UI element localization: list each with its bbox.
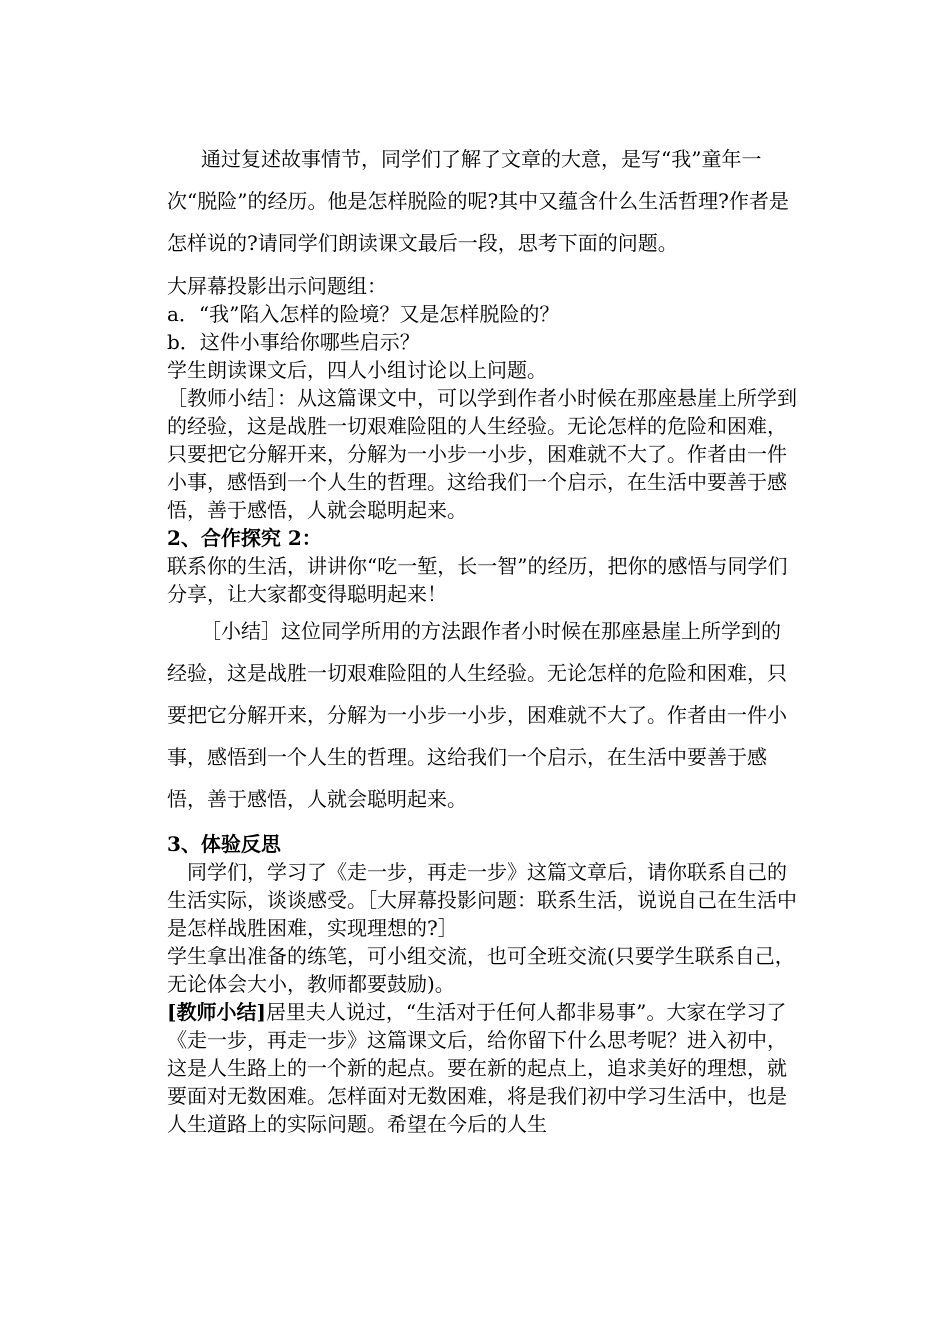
inquiry-2-text: 联系你的生活，讲讲你“吃一堑，长一智”的经历，把你的感悟与同学们分享，让大家都变得聪明起来！: [167, 554, 788, 606]
teacher-summary-2-label: [教师小结]: [167, 1000, 266, 1024]
section-heading-2: 2、合作探究 2：: [167, 526, 322, 550]
section-heading-3: 3、体验反思: [167, 832, 281, 856]
question-b: b．这件小事给你哪些启示？: [167, 330, 420, 354]
teacher-summary-2: [167, 998, 797, 1138]
practice-text: 学生拿出准备的练笔，可小组交流，也可全班交流(只要学生联系自己，无论体会大小，教师都要鼓励)。: [167, 944, 795, 996]
teacher-summary-1: ［教师小结］：从这篇课文中，可以学到作者小时候在那座悬崖上所学到的经验，这是战胜一切艰难险阻的人生经验。无论怎样的危险和困难，只要把它分解开来，分解为一小步一小步，困难就不大了。作者由一件小事，感悟到一个人生的哲理。这给我们一个启示，在生活中要善于感悟，善于感悟，人就会聪明起来。: [167, 386, 797, 522]
summary-2: ［小结］这位同学所用的方法跟作者小时候在那座悬崖上所学到的经验，这是战胜一切艰难险阻的人生经验。无论怎样的危险和困难，只要把它分解开来，分解为一小步一小步，困难就不大了。作者由一件小事，感悟到一个人生的哲理。这给我们一个启示，在生活中要善于感悟，善于感悟，人就会聪明起来。: [167, 619, 787, 811]
intro-paragraph: 通过复述故事情节，同学们了解了文章的大意，是写“我”童年一次“脱险”的经历。他是怎样脱险的呢?其中又蕴含什么生活哲理?作者是怎样说的?请同学们朗读课文最后一段，思考下面的问题。: [167, 147, 789, 255]
question-a: a．“我”陷入怎样的险境？又是怎样脱险的？: [167, 302, 560, 326]
document-page: [167, 138, 797, 1138]
group-discussion: 学生朗读课文后，四人小组讨论以上问题。: [167, 358, 547, 382]
teacher-summary-2-text: 居里夫人说过，“生活对于任何人都非易事”。大家在学习了《走一步，再走一步》这篇课文后，给你留下什么思考呢？进入初中，这是人生路上的一个新的起点。要在新的起点上，追求美好的理想，就要面对无数困难。怎样面对无数困难，将是我们初中学习生活中，也是人生道路上的实际问题。希望在今后的人生: [167, 1000, 787, 1136]
reflection-text: 同学们，学习了《走一步，再走一步》这篇文章后，请你联系自己的生活实际，谈谈感受。［大屏幕投影问题：联系生活，说说自己在生活中是怎样战胜困难，实现理想的?］: [167, 860, 797, 940]
projection-intro: 大屏幕投影出示问题组：: [167, 274, 387, 298]
